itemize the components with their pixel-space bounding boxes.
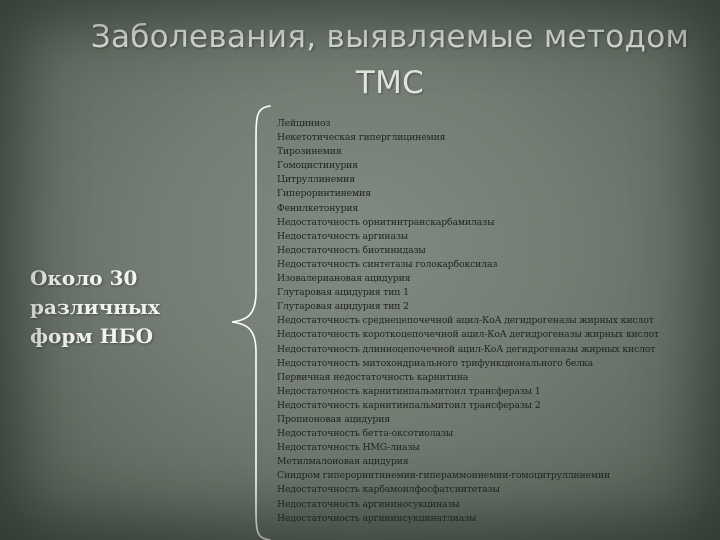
disease-item: Недостаточность карнитинпальмитоил трансферазы 2 <box>277 399 541 411</box>
disease-item: Недостаточность митохондриального трифункционального белка <box>277 357 594 369</box>
disease-item: Недостаточность среднецепочечной ацил-КоА дегидрогеназы жирных кислот <box>277 315 654 327</box>
disease-item: Некетотическая гиперглицинемия <box>277 132 446 144</box>
disease-item: Недостаточность длинноцепочечной ацил-КоА дегидрогеназы жирных кислот <box>277 343 656 355</box>
slide-title: Заболевания, выявляемые методом ТМС <box>90 19 690 101</box>
disease-item: Недостаточность аргининосукциназы <box>277 498 460 510</box>
disease-item: Недостаточность биотинидазы <box>277 244 426 256</box>
disease-item: Лейцинноз <box>277 118 331 129</box>
disease-item: Недостаточность аргиназы <box>277 230 409 242</box>
disease-item: Метилмалоновая ацидурия <box>277 456 409 468</box>
disease-item: Недостаточность бетта-оксотиолазы <box>277 428 454 440</box>
disease-item: Тирозинемия <box>277 146 342 158</box>
disease-item: Изовалериановая ацидурия <box>277 273 411 285</box>
disease-item: Глутаровая ацидурия тип 1 <box>277 287 409 299</box>
disease-item: Гомоцистинурия <box>277 160 358 172</box>
disease-list <box>277 117 717 526</box>
forms-count-line-3: форм НБО <box>30 324 154 348</box>
disease-item: Недостаточность карбамоилфосфатсинтетазы <box>277 484 500 496</box>
disease-item: Цитруллинемия <box>277 174 355 186</box>
disease-item: Недостаточность орнитинтранскарбамилазы <box>277 216 495 228</box>
disease-item: Недостаточность карнитинпальмитоил трансферазы 1 <box>277 385 541 397</box>
disease-item: Пропионовая ацидурия <box>277 413 390 425</box>
disease-item: Фенилкетонурия <box>277 202 359 214</box>
forms-count-line-1: Около 30 <box>30 266 138 290</box>
disease-item: Синдром гиперорнитинемии-гипераммониемии-гомоцитруллинемии <box>277 470 611 482</box>
curly-brace-icon <box>226 104 276 540</box>
disease-item: Гипероринтинемия <box>277 188 371 200</box>
disease-item: Глутаровая ацидурия тип 2 <box>277 301 409 313</box>
disease-item: Недостаточность HMG-лиазы <box>277 442 420 454</box>
disease-item: Первичная недостаточность карнитина <box>277 371 469 383</box>
disease-item: Недостаточность синтетазы голокарбоксилаз <box>277 258 498 270</box>
forms-count-line-2: различных <box>30 295 160 319</box>
disease-item: Недостаточность короткоцепочечной ацил-КоА дегидрогеназы жирных кислот <box>277 329 659 341</box>
disease-item: Недостаточность аргининсукцинатлиазы <box>277 512 477 524</box>
forms-count-label <box>30 264 190 351</box>
